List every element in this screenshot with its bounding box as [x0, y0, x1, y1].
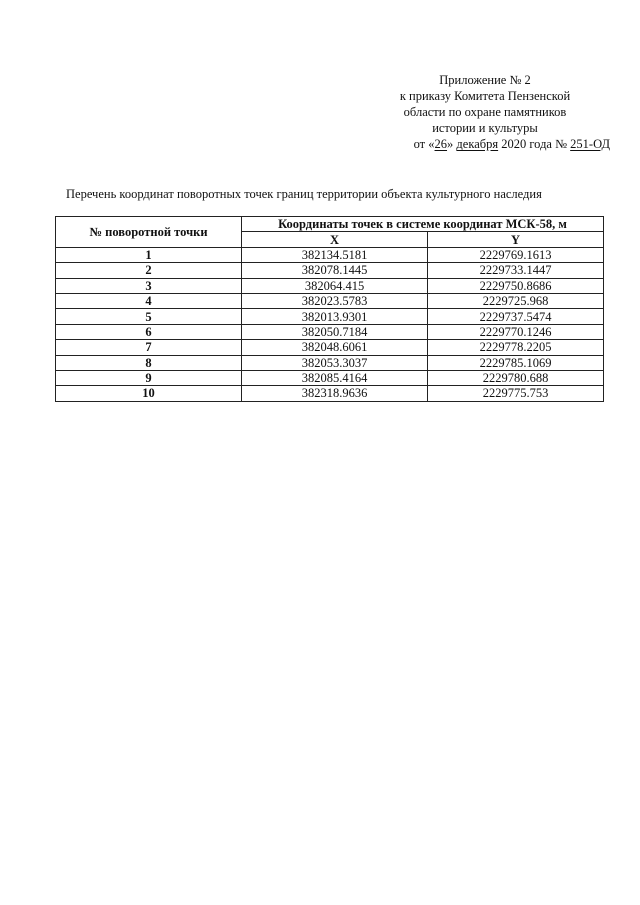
coordinates-table: [55, 216, 604, 402]
header-coordinates: Координаты точек в системе координат МСК-58, м: [242, 217, 604, 232]
coord-y: 2229770.1246: [428, 324, 604, 339]
appendix-order-ref: к приказу Комитета Пензенской: [399, 89, 571, 103]
table-header-row: [56, 217, 604, 232]
point-number: 3: [56, 278, 242, 293]
point-number: 1: [56, 247, 242, 262]
appendix-title: Приложение № 2: [439, 73, 531, 87]
coord-y: 2229780.688: [428, 370, 604, 385]
coord-x: 382318.9636: [242, 386, 428, 401]
appendix-committee: области по охране памятников: [403, 105, 567, 119]
header-point-number: № поворотной точки: [56, 217, 242, 248]
table-row: [56, 309, 604, 324]
order-number: 251-ОД: [570, 137, 610, 151]
coord-x: 382085.4164: [242, 370, 428, 385]
point-number: 9: [56, 370, 242, 385]
table-row: [56, 293, 604, 308]
date-month: декабря: [456, 137, 499, 151]
appendix-date-line: [360, 136, 610, 152]
table-row: [56, 324, 604, 339]
list-title: Перечень координат поворотных точек границ территории объекта культурного наследия: [66, 187, 542, 201]
coord-y: 2229733.1447: [428, 263, 604, 278]
point-number: 6: [56, 324, 242, 339]
coord-y: 2229778.2205: [428, 340, 604, 355]
coord-y: 2229750.8686: [428, 278, 604, 293]
table-row: [56, 340, 604, 355]
point-number: 2: [56, 263, 242, 278]
date-year: 2020 года №: [498, 137, 571, 151]
point-number: 7: [56, 340, 242, 355]
coord-x: 382134.5181: [242, 247, 428, 262]
date-day: 26: [434, 137, 448, 151]
table-row: [56, 278, 604, 293]
date-prefix: от «: [413, 137, 435, 151]
coord-y: 2229725.968: [428, 293, 604, 308]
appendix-header: [360, 72, 610, 152]
coord-x: 382013.9301: [242, 309, 428, 324]
coord-y: 2229737.5474: [428, 309, 604, 324]
table-row: [56, 247, 604, 262]
point-number: 10: [56, 386, 242, 401]
point-number: 4: [56, 293, 242, 308]
coord-y: 2229785.1069: [428, 355, 604, 370]
point-number: 8: [56, 355, 242, 370]
coord-x: 382064.415: [242, 278, 428, 293]
coord-x: 382023.5783: [242, 293, 428, 308]
coord-x: 382050.7184: [242, 324, 428, 339]
header-y: Y: [428, 232, 604, 247]
table-row: [56, 263, 604, 278]
coord-y: 2229769.1613: [428, 247, 604, 262]
table-row: [56, 386, 604, 401]
table-row: [56, 355, 604, 370]
table-row: [56, 370, 604, 385]
header-x: X: [242, 232, 428, 247]
date-separator: »: [447, 137, 457, 151]
point-number: 5: [56, 309, 242, 324]
coord-x: 382053.3037: [242, 355, 428, 370]
coord-x: 382078.1445: [242, 263, 428, 278]
coord-x: 382048.6061: [242, 340, 428, 355]
coord-y: 2229775.753: [428, 386, 604, 401]
appendix-committee-cont: истории и культуры: [432, 121, 538, 135]
